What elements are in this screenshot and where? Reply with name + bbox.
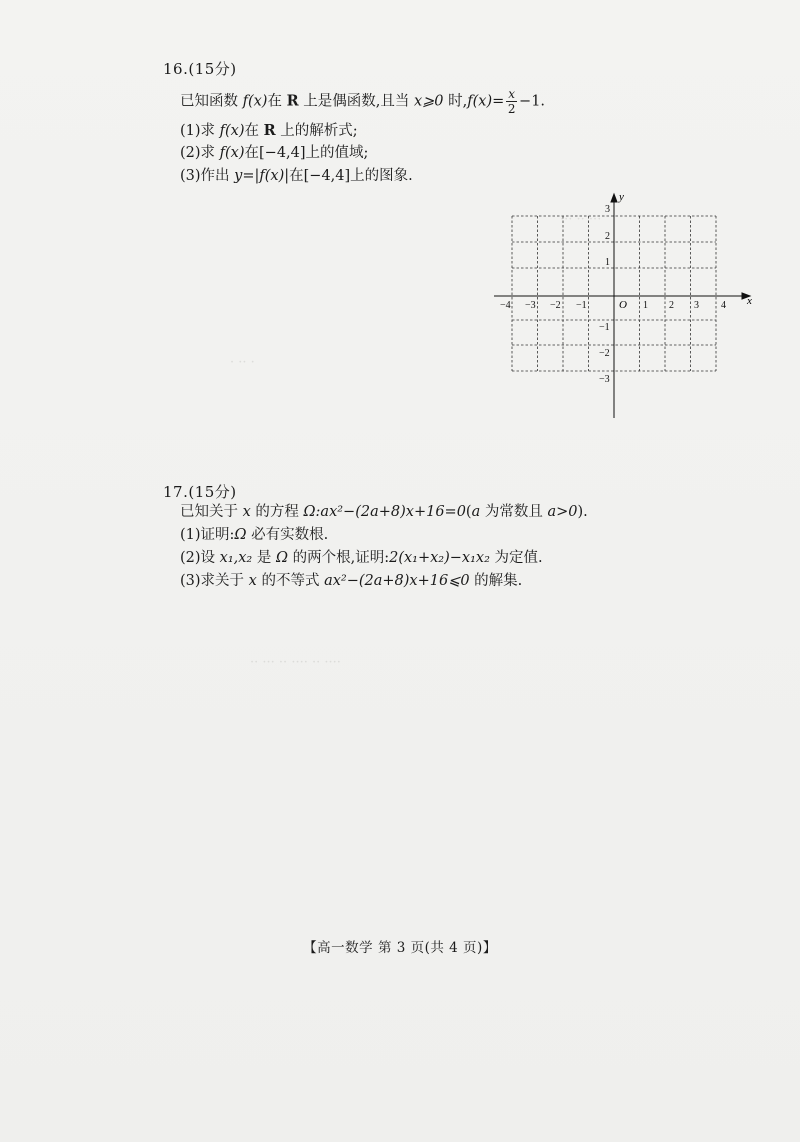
y-axis-arrow-icon	[611, 194, 617, 202]
q16-stem: 已知函数 f(x)在 R 上是偶函数,且当 x⩾0 时,f(x)= $\frac{x}{2}$ −1.	[180, 87, 546, 116]
x-tick-label: 2	[669, 300, 674, 311]
q16-part1: (1)求 f(x)在 R 上的解析式;	[180, 122, 358, 139]
q17-stem: 已知关于 x 的方程 Ω:ax²−(2a+8)x+16=0(a 为常数且 a>0).	[180, 504, 588, 520]
origin-label: O	[619, 299, 627, 311]
bleed-through-text: ··· ·· ···	[560, 212, 602, 227]
q16-heading: 16.(15分)	[163, 60, 237, 78]
bleed-through-text: · ·· ·	[230, 355, 255, 370]
x-tick-label: 4	[721, 300, 726, 311]
q17-part1: (1)证明:Ω 必有实数根.	[180, 527, 329, 543]
q17-part3: (3)求关于 x 的不等式 ax²−(2a+8)x+16⩽0 的解集.	[180, 573, 523, 589]
q16-part3: (3)作出 y=|f(x)|在[−4,4]上的图象.	[180, 168, 413, 184]
q17-part2: (2)设 x₁,x₂ 是 Ω 的两个根,证明:2(x₁+x₂)−x₁x₂ 为定值.	[180, 550, 543, 566]
x-tick-label: 3	[694, 300, 699, 311]
x-tick-label: −1	[576, 300, 587, 311]
q17-heading: 17.(15分)	[163, 483, 237, 501]
x-tick-label: 1	[643, 300, 648, 311]
q16-part2: (2)求 f(x)在[−4,4]上的值域;	[180, 145, 369, 161]
y-tick-label: 1	[605, 257, 610, 268]
y-tick-label: 2	[605, 231, 610, 242]
x-tick-label: −4	[500, 300, 511, 311]
x-axis-label: x	[747, 295, 752, 307]
y-tick-label: −3	[599, 374, 610, 385]
coordinate-grid	[488, 192, 758, 422]
page-footer: 【高一数学 第 3 页(共 4 页)】	[303, 940, 497, 956]
y-axis-label: y	[619, 192, 624, 203]
y-tick-label: −1	[599, 322, 610, 333]
bleed-through-text: ·· ··· ·· ···· ·· ····	[250, 655, 341, 670]
y-tick-label: 3	[605, 204, 610, 215]
y-tick-label: −2	[599, 348, 610, 359]
x-tick-label: −3	[525, 300, 536, 311]
x-tick-label: −2	[550, 300, 561, 311]
fraction-x-over-2: $\frac{x}{2}$	[507, 87, 516, 116]
